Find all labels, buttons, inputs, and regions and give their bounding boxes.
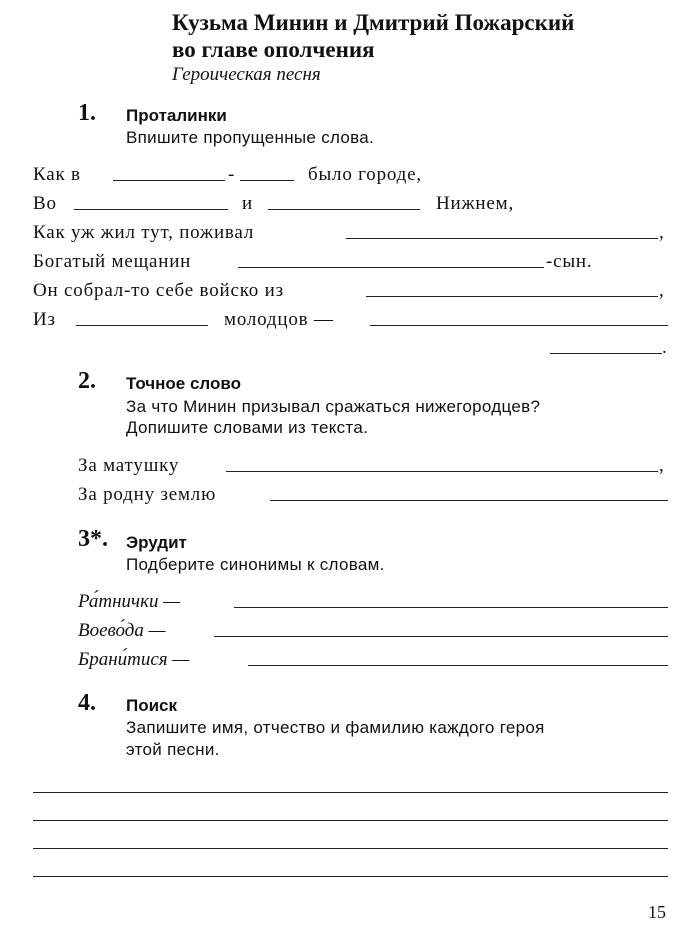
poem-line2-end: Нижнем, [436, 193, 514, 214]
task4-instruction-line1: Запишите имя, отчество и фамилию каждого героя [126, 718, 545, 737]
blank-line[interactable] [74, 209, 228, 210]
answer-label-matushka: За матушку [78, 455, 180, 476]
writing-line[interactable] [33, 848, 668, 849]
writing-line[interactable] [33, 820, 668, 821]
task1-number: 1. [78, 100, 96, 126]
blank-line[interactable] [113, 180, 225, 181]
page-title-line1: Кузьма Минин и Дмитрий Пожарский [172, 10, 575, 35]
synonym-word-branitisya: Брани́тися — [78, 649, 190, 670]
task3-instruction: Подберите синонимы к словам. [126, 555, 385, 574]
blank-line[interactable] [76, 325, 208, 326]
task4-instruction-line2: этой песни. [126, 740, 220, 759]
task3-heading: Эрудит [126, 533, 187, 552]
page-number: 15 [648, 902, 666, 922]
answer-comma: , [659, 455, 665, 476]
poem-line1-end: было городе, [308, 164, 422, 185]
poem-line3-comma: , [659, 222, 665, 243]
poem-line2-start: Во [33, 193, 57, 214]
page-title-line2: во главе ополчения [172, 37, 375, 62]
blank-line[interactable] [238, 267, 544, 268]
poem-line7-period: . [662, 337, 668, 358]
blank-line[interactable] [214, 636, 668, 637]
poem-line5-start: Он собрал-то себе войско из [33, 280, 284, 301]
blank-line[interactable] [270, 500, 668, 501]
poem-line6-mid: молодцов — [224, 309, 334, 330]
answer-label-zemlyu: За родну землю [78, 484, 217, 505]
page-subtitle: Героическая песня [172, 64, 321, 85]
synonym-word-ratnichki: Ра́тнички — [78, 591, 181, 612]
writing-line[interactable] [33, 876, 668, 877]
writing-line[interactable] [33, 792, 668, 793]
blank-line[interactable] [366, 296, 658, 297]
task4-number: 4. [78, 690, 96, 716]
poem-line5-comma: , [659, 280, 665, 301]
task4-heading: Поиск [126, 696, 178, 715]
synonym-word-voevoda: Воево́да — [78, 620, 166, 641]
blank-line[interactable] [550, 353, 662, 354]
blank-line[interactable] [346, 238, 658, 239]
blank-line[interactable] [240, 180, 294, 181]
poem-line3-start: Как уж жил тут, поживал [33, 222, 255, 243]
task2-number: 2. [78, 368, 96, 394]
task3-number: 3*. [78, 526, 108, 552]
poem-line1-start: Как в [33, 164, 81, 185]
task2-instruction-line2: Допишите словами из текста. [126, 418, 369, 437]
poem-line1-dash: - [228, 164, 236, 185]
blank-line[interactable] [248, 665, 668, 666]
poem-line4-start: Богатый мещанин [33, 251, 192, 272]
poem-line6-start: Из [33, 309, 56, 330]
poem-line4-end: -сын. [546, 251, 593, 272]
poem-line2-mid: и [242, 193, 253, 214]
blank-line[interactable] [226, 471, 658, 472]
task2-heading: Точное слово [126, 374, 241, 393]
task1-instruction: Впишите пропущенные слова. [126, 128, 375, 147]
task1-heading: Проталинки [126, 106, 227, 125]
task2-instruction-line1: За что Минин призывал сражаться нижегородцев? [126, 397, 541, 416]
blank-line[interactable] [234, 607, 668, 608]
blank-line[interactable] [370, 325, 668, 326]
blank-line[interactable] [268, 209, 420, 210]
